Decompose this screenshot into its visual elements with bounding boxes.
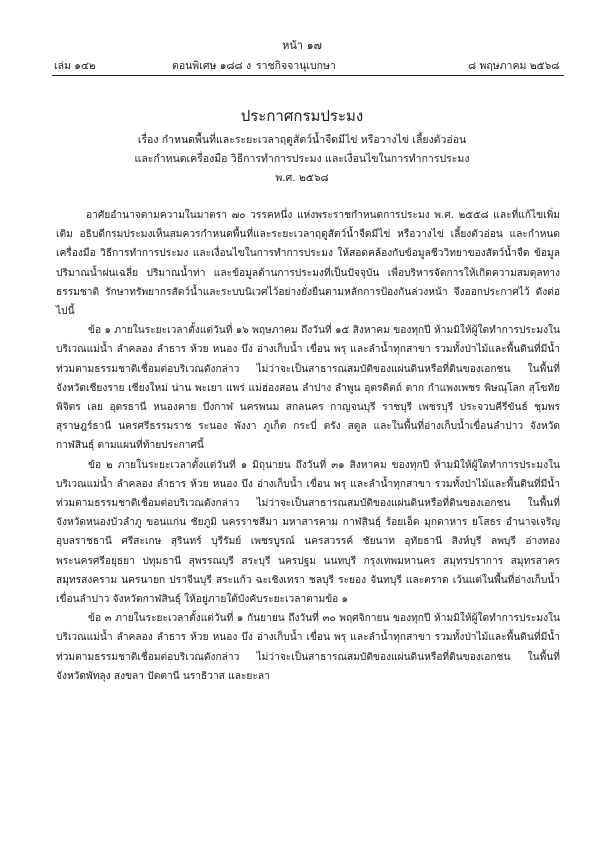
announcement-subject xyxy=(56,131,548,188)
clause-3-paragraph: ข้อ ๓ ภายในระยะเวลาตั้งแต่วันที่ ๑ กันยายน ถึงวันที่ ๓๐ พฤศจิกายน ของทุกปี ห้ามมิให้ผู้ใดทำการประมงในบริเวณแม่น้ำ ลำคลอง ลำธาร ห้วย หนอง บึง อ่างเก็บน้ำ เขื่อน พรุ และลำน้ำทุกสาขา รวมทั้งป่าไม้และพื้นดินที่มีน้ำท่วมตามธรรมชาติเชื่อมต่อบริเวณดังกล่าว ไม่ว่าจะเป็นสาธารณสมบัติของแผ่นดินหรือที่ดินของเอกชน ในพื้นที่จังหวัดพัทลุง สงขลา ปัตตานี นราธิวาส และยะลา xyxy=(56,613,560,682)
announcement-body xyxy=(56,206,560,686)
subject-line-3: พ.ศ. ๒๕๖๘ xyxy=(275,172,329,184)
announcement-title: ประกาศกรมประมง xyxy=(240,107,364,125)
subject-line-2: และกำหนดเครื่องมือ วิธีการทำการประมง และเงื่อนไขในการทำการประมง xyxy=(134,153,470,165)
header-divider xyxy=(52,75,564,76)
page-number: หน้า ๑๗ xyxy=(282,39,322,52)
preamble-paragraph: อาศัยอำนาจตามความในมาตรา ๗๐ วรรคหนึ่ง แห่งพระราชกำหนดการประมง พ.ศ. ๒๕๕๘ และที่แก้ไขเพิ่มเติม อธิบดีกรมประมงเห็นสมควรกำหนดพื้นที่และระยะเวลาฤดูสัตว์น้ำจืดมีไข่ หรือวางไข่ เลี้ยงตัวอ่อน และกำหนดเครื่องมือ วิธีการทำการประมง และเงื่อนไขในการทำการประมง ให้สอดคล้องกับข้อมูลชีววิทยาของสัตว์น้ำจืด ข้อมูลปริมาณน้ำฝนเฉลี่ย ปริมาณน้ำท่า และข้อมูลด้านการประมงที่เป็นปัจจุบัน เพื่อบริหารจัดการให้เกิดความสมดุลทางธรรมชาติ รักษาทรัพยากรสัตว์น้ำและระบบนิเวศไว้อย่างยั่งยืนตามหลักการป้องกันล่วงหน้า จึงออกประกาศไว้ ดังต่อไปนี้ xyxy=(56,210,560,318)
header-volume: เล่ม ๑๔๒ xyxy=(54,60,96,72)
header-date: ๘ พฤษภาคม ๒๕๖๘ xyxy=(468,60,560,72)
clause-2-paragraph: ข้อ ๒ ภายในระยะเวลาตั้งแต่วันที่ ๑ มิถุนายน ถึงวันที่ ๓๑ สิงหาคม ของทุกปี ห้ามมิให้ผู้ใดทำการประมงในบริเวณแม่น้ำ ลำคลอง ลำธาร ห้วย หนอง บึง อ่างเก็บน้ำ เขื่อน พรุ และลำน้ำทุกสาขา รวมทั้งป่าไม้และพื้นดินที่มีน้ำท่วมตามธรรมชาติเชื่อมต่อบริเวณดังกล่าว ไม่ว่าจะเป็นสาธารณสมบัติของแผ่นดินหรือที่ดินของเอกชน ในพื้นที่จังหวัดหนองบัวลำภู ขอนแก่น ชัยภูมิ นครราชสีมา มหาสารคาม กาฬสินธุ์ ร้อยเอ็ด มุกดาหาร ยโสธร อำนาจเจริญ อุบลราชธานี ศรีสะเกษ สุรินทร์ บุรีรัมย์ เพชรบูรณ์ นครสวรรค์ ชัยนาท อุทัยธานี สิงห์บุรี ลพบุรี อ่างทอง พระนครศรีอยุธยา ปทุมธานี สุพรรณบุรี สระบุรี นครปฐม นนทบุรี กรุงเทพมหานคร สมุทรปราการ สมุทรสาคร สมุทรสงคราม นครนายก ปราจีนบุรี สระแก้ว ฉะเชิงเทรา ชลบุรี ระยอง จันทบุรี และตราด เว้นแต่ในพื้นที่อ่างเก็บน้ำเขื่อนลำปาว จังหวัดกาฬสินธุ์ ให้อยู่ภายใต้บังคับระยะเวลาตามข้อ ๑ xyxy=(56,459,560,606)
subject-line-1: เรื่อง กำหนดพื้นที่และระยะเวลาฤดูสัตว์น้ำจืดมีไข่ หรือวางไข่ เลี้ยงตัวอ่อน xyxy=(137,134,467,146)
gazette-header xyxy=(54,57,564,75)
header-section: ตอนพิเศษ ๑๘๘ ง xyxy=(172,60,252,72)
clause-1-paragraph: ข้อ ๑ ภายในระยะเวลาตั้งแต่วันที่ ๑๖ พฤษภาคม ถึงวันที่ ๑๕ สิงหาคม ของทุกปี ห้ามมิให้ผู้ใดทำการประมงในบริเวณแม่น้ำ ลำคลอง ลำธาร ห้วย หนอง บึง อ่างเก็บน้ำ เขื่อน พรุ และลำน้ำทุกสาขา รวมทั้งป่าไม้และพื้นดินที่มีน้ำท่วมตามธรรมชาติเชื่อมต่อบริเวณดังกล่าว ไม่ว่าจะเป็นสาธารณสมบัติของแผ่นดินหรือที่ดินของเอกชน ในพื้นที่จังหวัดเชียงราย เชียงใหม่ น่าน พะเยา แพร่ แม่ฮ่องสอน ลำปาง ลำพูน อุตรดิตถ์ ตาก กำแพงเพชร พิษณุโลก สุโขทัย พิจิตร เลย อุดรธานี หนองคาย บึงกาฬ นครพนม สกลนคร กาญจนบุรี ราชบุรี เพชรบุรี ประจวบคีรีขันธ์ ชุมพร สุราษฎร์ธานี นครศรีธรรมราช ระนอง พังงา ภูเก็ต กระบี่ ตรัง สตูล และในพื้นที่อ่างเก็บน้ำเขื่อนลำปาว จังหวัดกาฬสินธุ์ ตามแผนที่ท้ายประกาศนี้ xyxy=(56,325,560,452)
header-gazette-name: ราชกิจจานุเบกษา xyxy=(256,60,336,72)
